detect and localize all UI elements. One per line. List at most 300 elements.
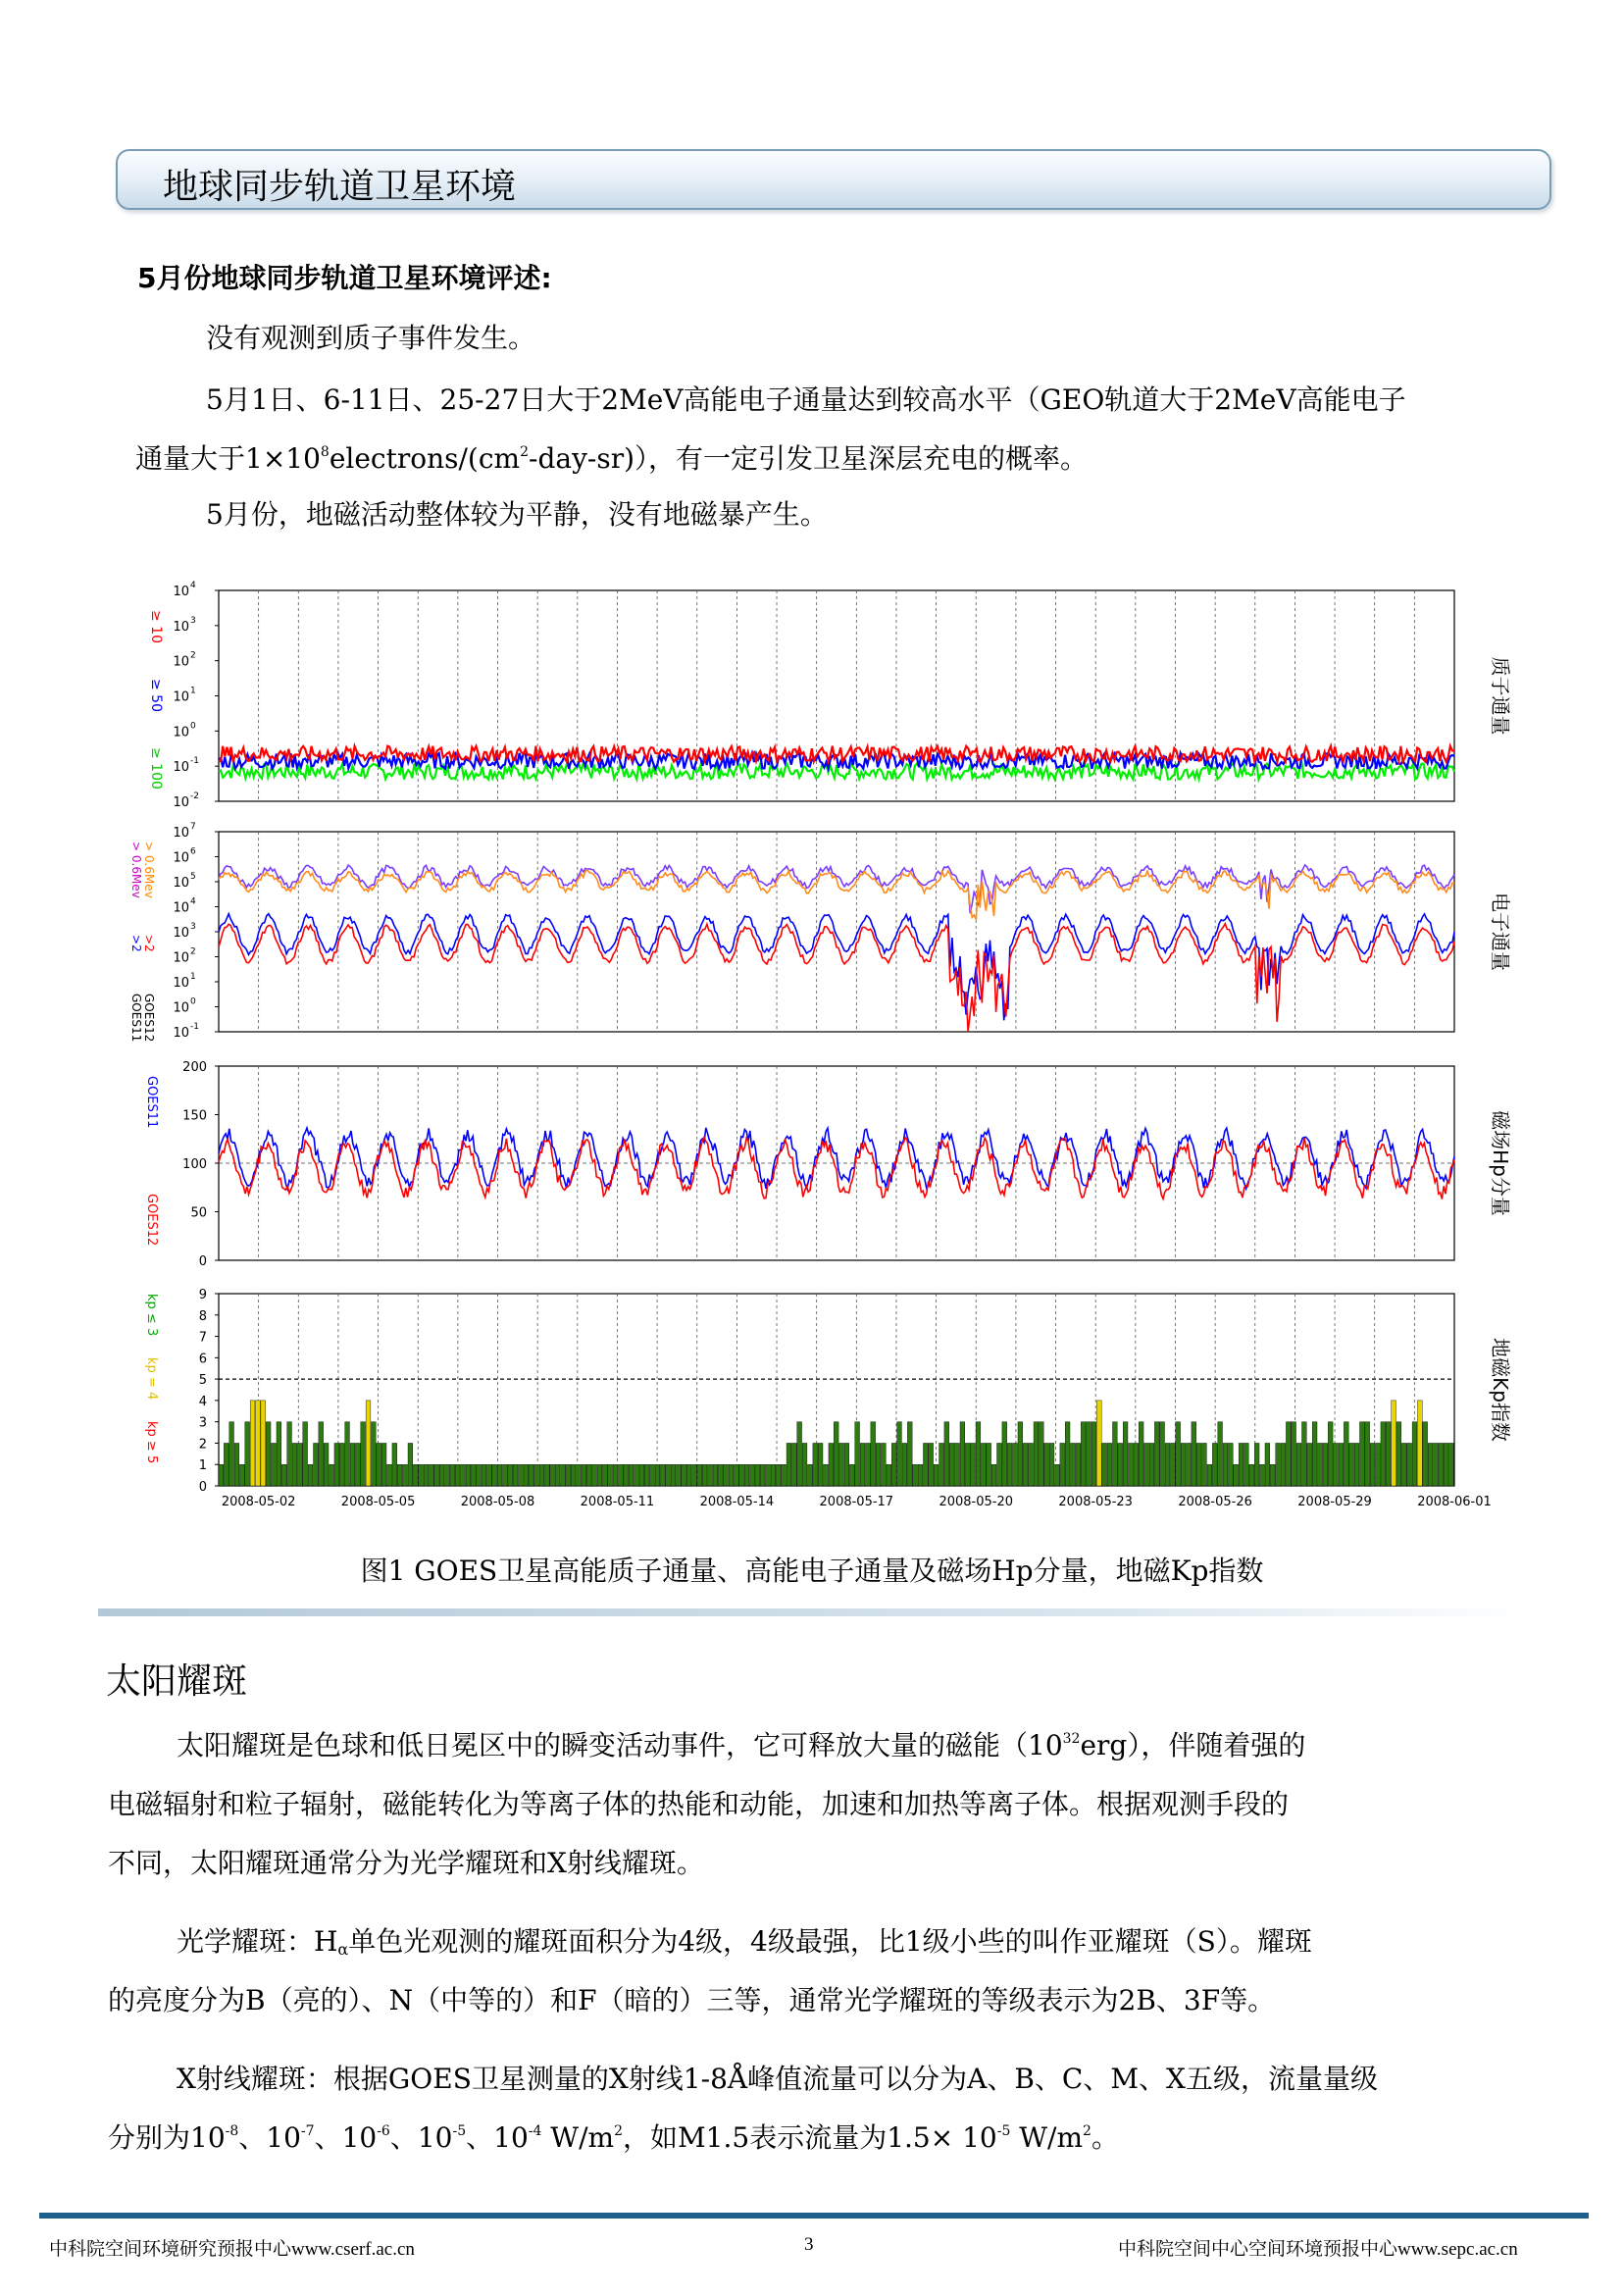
kp-bar: [539, 1464, 544, 1486]
kp-bar: [397, 1464, 402, 1486]
kp-bar: [997, 1443, 1002, 1486]
kp-bar: [991, 1464, 996, 1486]
kp-bar: [1207, 1464, 1212, 1486]
kp-bar: [1339, 1443, 1344, 1486]
kp-bar: [1365, 1422, 1370, 1486]
y-tick-label: 10: [173, 926, 189, 941]
kp-bar: [666, 1464, 671, 1486]
kp-bar: [902, 1443, 907, 1486]
kp-bar: [245, 1422, 250, 1486]
kp-bar: [824, 1464, 829, 1486]
kp-bar: [519, 1464, 524, 1486]
kp-bar: [918, 1464, 923, 1486]
kp-bar: [891, 1443, 896, 1486]
kp-bar: [439, 1464, 444, 1486]
para1-line: 没有观测到质子事件发生。: [206, 322, 536, 354]
x-tick-label: 2008-05-14: [699, 1495, 775, 1509]
electron-legend-label: >2: [142, 935, 156, 952]
x-tick-label: 2008-06-01: [1417, 1495, 1492, 1509]
kp-bar: [897, 1422, 902, 1486]
y-tick-label: 10: [173, 654, 189, 670]
y-tick-label: 10: [173, 585, 189, 599]
section-banner: [116, 149, 1551, 210]
x-tick-label: 2008-05-26: [1178, 1495, 1252, 1509]
flare-paragraph-2: [108, 1913, 1312, 2030]
kp-bar: [1370, 1443, 1375, 1486]
kp-bar: [1312, 1422, 1317, 1486]
x-tick-label: 2008-05-20: [939, 1495, 1014, 1509]
y-tick-exponent: 0: [190, 996, 196, 1007]
kp-bar: [387, 1464, 392, 1486]
kp-bar: [682, 1464, 686, 1486]
kp-bar: [1328, 1422, 1333, 1486]
kp-bar: [855, 1422, 860, 1486]
kp-bar: [586, 1464, 591, 1486]
kp-bar: [1060, 1443, 1065, 1486]
kp-bar: [1354, 1443, 1359, 1486]
panel-ylabel: 电子通量: [1489, 893, 1512, 971]
kp-bar: [287, 1422, 292, 1486]
kp-bar: [577, 1464, 582, 1486]
footer-right: 中科院空间中心空间环境预报中心www.sepc.ac.cn: [1118, 2239, 1518, 2260]
kp-bar: [1428, 1443, 1433, 1486]
kp-bar: [1123, 1422, 1128, 1486]
y-tick-exponent: 2: [190, 650, 196, 661]
kp-bar: [1181, 1443, 1186, 1486]
kp-bar: [471, 1464, 476, 1486]
y-tick-label: 10: [173, 1000, 189, 1016]
kp-bar: [1392, 1401, 1396, 1486]
s: -6: [377, 2123, 390, 2139]
kp-bar: [497, 1464, 502, 1486]
kp-bar: [1144, 1443, 1149, 1486]
kp-bar: [429, 1464, 433, 1486]
kp-bar: [229, 1422, 234, 1486]
kp-bar: [1081, 1422, 1086, 1486]
kp-bar: [1449, 1443, 1454, 1486]
kp-bar: [739, 1464, 744, 1486]
section-title: 地球同步轨道卫星环境: [163, 167, 517, 207]
kp-bar: [634, 1464, 639, 1486]
kp-legend-label: kp ≤ 3: [144, 1294, 159, 1337]
x-tick-label: 2008-05-02: [221, 1495, 296, 1509]
kp-bar: [1318, 1443, 1323, 1486]
kp-bar: [1034, 1422, 1039, 1486]
flare-p2-sub: α: [337, 1940, 349, 1959]
kp-bar: [734, 1464, 738, 1486]
s: -5: [996, 2123, 1011, 2139]
kp-bar: [1254, 1443, 1259, 1486]
kp-bar: [987, 1443, 991, 1486]
kp-bar: [1160, 1422, 1165, 1486]
x-tick-label: 2008-05-11: [580, 1495, 655, 1509]
t: 、10: [314, 2121, 378, 2154]
kp-bar: [1386, 1422, 1391, 1486]
kp-bar: [1218, 1422, 1223, 1486]
kp-bar: [381, 1443, 386, 1486]
y-tick-label: 10: [173, 826, 189, 841]
kp-bar: [1423, 1422, 1428, 1486]
x-tick-label: 2008-05-08: [460, 1495, 535, 1509]
kp-bar: [366, 1401, 371, 1486]
kp-bar: [272, 1443, 277, 1486]
kp-bar: [1044, 1443, 1049, 1486]
kp-bar: [1139, 1422, 1143, 1486]
kp-bar: [482, 1464, 486, 1486]
kp-bar: [1249, 1464, 1254, 1486]
kp-bar: [403, 1464, 408, 1486]
proton-legend-label: ≥ 10: [148, 610, 164, 643]
hp-legend-label: GOES12: [144, 1194, 159, 1247]
y-tick-label: 10: [173, 689, 189, 705]
kp-bar: [971, 1443, 976, 1486]
kp-bar: [776, 1464, 781, 1486]
kp-bar: [876, 1443, 881, 1486]
kp-bar: [929, 1443, 934, 1486]
kp-bar: [1112, 1422, 1117, 1486]
kp-bar: [529, 1464, 533, 1486]
kp-bar: [624, 1464, 629, 1486]
flare-paragraph-3: [108, 2050, 1378, 2168]
goes-chart: [108, 574, 1520, 1515]
y-tick-exponent: 2: [190, 946, 196, 957]
kp-bar: [692, 1464, 697, 1486]
kp-bar: [1265, 1443, 1270, 1486]
kp-bar: [644, 1464, 649, 1486]
kp-bar: [708, 1464, 713, 1486]
kp-bar: [1129, 1443, 1134, 1486]
kp-bar: [1401, 1443, 1406, 1486]
kp-bar: [955, 1443, 960, 1486]
kp-bar: [871, 1422, 876, 1486]
kp-bar: [960, 1422, 965, 1486]
x-tick-label: 2008-05-29: [1297, 1495, 1372, 1509]
flare-p2-line1: [108, 1913, 1312, 1971]
y-tick-label: 200: [182, 1060, 207, 1075]
flare-p2-line2: 的亮度分为B（亮的）、N（中等的）和F（暗的）三等，通常光学耀斑的等级表示为2B、3F等。: [108, 1984, 1276, 2016]
y-tick-label: 50: [190, 1205, 207, 1221]
kp-bar: [1055, 1464, 1060, 1486]
kp-bar: [702, 1464, 707, 1486]
t: 、10: [389, 2121, 453, 2154]
kp-bar: [844, 1443, 849, 1486]
s: -7: [300, 2123, 315, 2139]
s: -8: [225, 2123, 239, 2139]
kp-bar: [1359, 1422, 1364, 1486]
kp-bar: [608, 1464, 613, 1486]
t: 。: [1091, 2121, 1119, 2154]
kp-bar: [266, 1422, 271, 1486]
kp-bar: [1302, 1422, 1307, 1486]
flare-p2-text-b: 单色光观测的耀斑面积分为4级，4级最强，比1级小些的叫作亚耀斑（S）。耀斑: [348, 1925, 1312, 1958]
para2-line2: [135, 430, 1406, 488]
kp-bar: [1071, 1443, 1076, 1486]
kp-bar: [1260, 1464, 1265, 1486]
y-tick-exponent: 1: [190, 972, 196, 982]
s: 2: [1083, 2123, 1091, 2139]
y-tick-label: 10: [173, 725, 189, 740]
y-tick-label: 1: [198, 1458, 207, 1474]
hp-legend-label: GOES11: [144, 1076, 159, 1129]
y-tick-label: 3: [198, 1415, 207, 1431]
y-tick-label: 10: [173, 619, 189, 635]
kp-bar: [1039, 1422, 1043, 1486]
kp-bar: [1417, 1401, 1422, 1486]
kp-bar: [766, 1464, 771, 1486]
para2-sup1: 8: [320, 444, 330, 460]
kp-bar: [1444, 1443, 1448, 1486]
kp-bar: [1002, 1422, 1007, 1486]
kp-bar: [582, 1464, 586, 1486]
y-tick-label: 10: [173, 1026, 189, 1041]
kp-bar: [860, 1443, 865, 1486]
kp-bar: [224, 1443, 228, 1486]
kp-bar: [1176, 1422, 1181, 1486]
kp-bar: [292, 1443, 297, 1486]
kp-bar: [1286, 1422, 1291, 1486]
kp-bar: [297, 1443, 302, 1486]
paragraph-proton: [206, 309, 535, 368]
kp-bar: [1107, 1443, 1112, 1486]
kp-bar: [1202, 1443, 1207, 1486]
kp-bar: [1170, 1443, 1175, 1486]
para2-sup2: 2: [520, 444, 530, 460]
y-tick-label: 8: [198, 1308, 207, 1324]
kp-bar: [250, 1401, 255, 1486]
kp-bar: [424, 1464, 429, 1486]
kp-bar: [1239, 1443, 1243, 1486]
kp-bar: [1029, 1443, 1034, 1486]
kp-bar: [1349, 1443, 1354, 1486]
t: 、10: [466, 2121, 529, 2154]
kp-bar: [713, 1464, 718, 1486]
panel-ylabel: 质子通量: [1489, 656, 1512, 736]
kp-bar: [718, 1464, 723, 1486]
t: ，如M1.5表示流量为1.5× 10: [623, 2121, 997, 2154]
y-tick-exponent: -2: [190, 791, 199, 801]
kp-bar: [334, 1443, 339, 1486]
kp-bar: [724, 1464, 729, 1486]
section2-title: 太阳耀斑: [106, 1661, 248, 1702]
y-tick-label: 10: [173, 850, 189, 866]
kp-bar: [639, 1464, 644, 1486]
kp-bar: [849, 1464, 854, 1486]
y-tick-label: 0: [198, 1254, 207, 1269]
electron-legend-label: >2: [129, 935, 143, 952]
kp-bar: [865, 1443, 870, 1486]
kp-bar: [508, 1464, 513, 1486]
kp-bar: [1307, 1443, 1312, 1486]
kp-bar: [455, 1464, 460, 1486]
kp-bar: [1234, 1464, 1239, 1486]
kp-bar: [371, 1422, 376, 1486]
y-tick-label: 10: [173, 950, 189, 966]
y-tick-exponent: -1: [190, 756, 199, 767]
panel-frame: [219, 832, 1454, 1032]
flare-p1-text-b: erg），伴随着强的: [1080, 1729, 1306, 1761]
s: -5: [452, 2123, 467, 2139]
y-tick-exponent: 6: [190, 846, 196, 857]
x-tick-label: 2008-05-05: [340, 1495, 416, 1509]
y-tick-label: 10: [173, 900, 189, 916]
kp-bar: [377, 1443, 381, 1486]
y-tick-exponent: 3: [190, 615, 196, 626]
proton-legend-label: ≥ 100: [148, 747, 164, 790]
y-tick-label: 9: [198, 1288, 207, 1302]
kp-bar: [1376, 1443, 1381, 1486]
kp-bar: [618, 1464, 623, 1486]
kp-bar: [1165, 1443, 1170, 1486]
kp-bar: [949, 1443, 954, 1486]
kp-bar: [818, 1443, 823, 1486]
kp-bar: [760, 1464, 765, 1486]
para2-text-a: 通量大于1×10: [135, 442, 321, 475]
section-divider: [98, 1608, 1530, 1616]
kp-bar: [486, 1464, 491, 1486]
kp-bar: [234, 1443, 239, 1486]
y-tick-exponent: -1: [190, 1022, 199, 1032]
kp-bar: [923, 1443, 928, 1486]
kp-bar: [1192, 1422, 1196, 1486]
kp-bar: [1412, 1422, 1417, 1486]
kp-bar: [629, 1464, 634, 1486]
t: W/m: [541, 2121, 615, 2154]
kp-bar: [413, 1464, 418, 1486]
kp-bar: [981, 1443, 986, 1486]
kp-bar: [1276, 1443, 1281, 1486]
y-tick-label: 10: [173, 795, 189, 810]
kp-bar: [1281, 1443, 1286, 1486]
kp-bar: [686, 1464, 691, 1486]
t: W/m: [1010, 2121, 1084, 2154]
kp-bar: [1323, 1443, 1328, 1486]
kp-bar: [808, 1464, 813, 1486]
kp-bar: [750, 1464, 755, 1486]
kp-bar: [934, 1464, 939, 1486]
kp-bar: [1228, 1443, 1233, 1486]
kp-bar: [550, 1464, 555, 1486]
flare-paragraph-1: [108, 1716, 1305, 1893]
kp-bar: [324, 1443, 329, 1486]
kp-bar: [671, 1464, 676, 1486]
flare-p1-line3: 不同，太阳耀斑通常分为光学耀斑和X射线耀斑。: [108, 1847, 704, 1879]
kp-bar: [345, 1422, 350, 1486]
kp-bar: [650, 1464, 655, 1486]
kp-bar: [330, 1464, 334, 1486]
kp-bar: [913, 1464, 918, 1486]
flare-p1-sup: 32: [1062, 1731, 1081, 1747]
kp-bar: [408, 1443, 413, 1486]
page-number: 3: [804, 2234, 814, 2255]
kp-bar: [782, 1464, 787, 1486]
kp-bar: [1344, 1422, 1348, 1486]
kp-bar: [1396, 1422, 1401, 1486]
kp-bar: [466, 1464, 471, 1486]
kp-bar: [339, 1443, 344, 1486]
kp-bar: [555, 1464, 560, 1486]
kp-bar: [277, 1422, 281, 1486]
panel-ylabel: 磁场Hp分量: [1489, 1110, 1512, 1216]
flare-p2-text-a: 光学耀斑：H: [177, 1925, 338, 1958]
kp-bar: [965, 1443, 970, 1486]
kp-bar: [314, 1443, 319, 1486]
flare-p1-line1: [108, 1716, 1305, 1775]
kp-legend-label: kp = 4: [144, 1357, 159, 1401]
kp-bar: [1292, 1422, 1296, 1486]
kp-bar: [392, 1443, 397, 1486]
kp-bar: [561, 1464, 566, 1486]
kp-bar: [571, 1464, 576, 1486]
kp-bar: [1244, 1443, 1249, 1486]
kp-bar: [787, 1443, 791, 1486]
kp-bar: [944, 1422, 949, 1486]
kp-bar: [524, 1464, 529, 1486]
electron-legend-label: GOES12: [142, 994, 156, 1043]
kp-bar: [834, 1422, 838, 1486]
kp-bar: [1091, 1422, 1096, 1486]
kp-bar: [1334, 1443, 1339, 1486]
y-tick-exponent: 7: [190, 822, 196, 832]
kp-bar: [1023, 1443, 1028, 1486]
kp-bar: [676, 1464, 681, 1486]
kp-bar: [729, 1464, 734, 1486]
goes-figure: [108, 574, 1520, 1519]
y-tick-label: 7: [198, 1330, 207, 1346]
kp-bar: [1270, 1464, 1275, 1486]
flare-p1-line2: 电磁辐射和粒子辐射，磁能转化为等离子体的热能和动能，加速和加热等离子体。根据观测手段的: [108, 1788, 1290, 1820]
kp-bar: [1212, 1443, 1217, 1486]
s: -4: [528, 2123, 542, 2139]
kp-bar: [697, 1464, 702, 1486]
kp-bar: [1007, 1443, 1012, 1486]
para2-text-b: electrons/(cm: [329, 442, 521, 475]
kp-bar: [592, 1464, 597, 1486]
kp-bar: [602, 1464, 607, 1486]
kp-bar: [503, 1464, 508, 1486]
kp-bar: [239, 1464, 244, 1486]
subheading: 5月份地球同步轨道卫星环境评述:: [137, 262, 552, 294]
kp-bar: [544, 1464, 549, 1486]
kp-bar: [308, 1464, 313, 1486]
kp-bar: [219, 1464, 224, 1486]
y-tick-label: 5: [198, 1373, 207, 1389]
kp-bar: [492, 1464, 497, 1486]
kp-bar: [1102, 1443, 1107, 1486]
kp-bar: [1018, 1422, 1023, 1486]
kp-bar: [534, 1464, 539, 1486]
kp-bar: [1049, 1443, 1054, 1486]
y-tick-exponent: 3: [190, 922, 196, 932]
footer-left: 中科院空间环境研究预报中心www.cserf.ac.cn: [49, 2239, 415, 2260]
kp-bar: [1434, 1443, 1439, 1486]
kp-bar: [839, 1443, 844, 1486]
kp-bar: [1439, 1443, 1444, 1486]
para2-text-c: -day-sr)），有一定引发卫星深层充电的概率。: [529, 442, 1089, 475]
footer-rule: [39, 2213, 1589, 2219]
kp-bar: [1154, 1422, 1159, 1486]
panel-ylabel: 地磁Kp指数: [1489, 1338, 1512, 1442]
kp-bar: [802, 1443, 807, 1486]
electron-legend-label: GOES11: [129, 994, 143, 1043]
kp-legend-label: kp ≥ 5: [144, 1421, 159, 1464]
kp-bar: [813, 1443, 818, 1486]
kp-bar: [887, 1464, 891, 1486]
flare-p3-line1: X射线耀斑：根据GOES卫星测量的X射线1-8Å峰值流量可以分为A、B、C、M、X五级，流量量级: [177, 2063, 1378, 2095]
y-tick-exponent: 4: [190, 581, 196, 590]
y-tick-label: 100: [182, 1157, 207, 1172]
kp-bar: [513, 1464, 518, 1486]
kp-bar: [477, 1464, 482, 1486]
